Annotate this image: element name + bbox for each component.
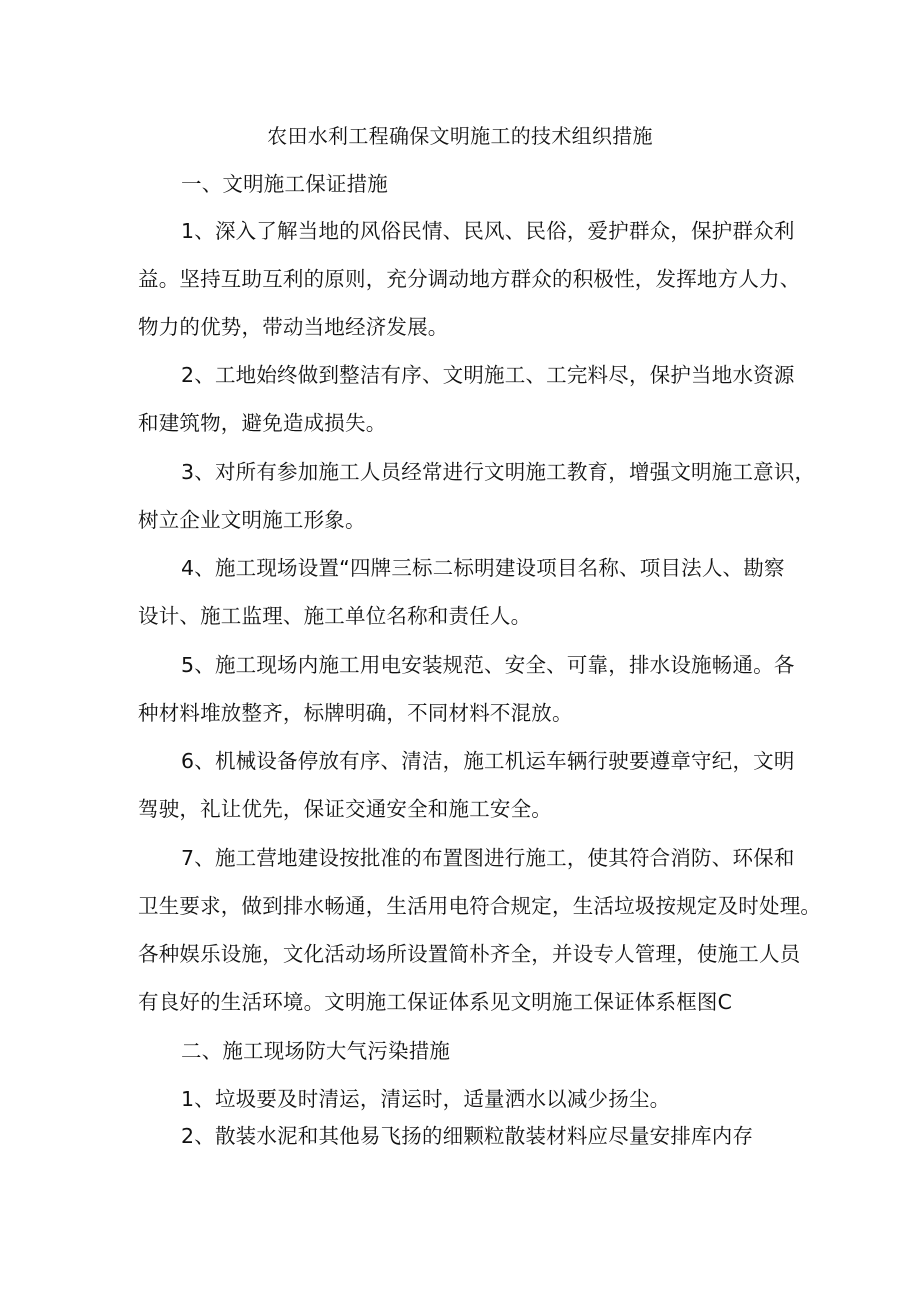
paragraph-line: 树立企业文明施工形象。: [138, 508, 366, 532]
paragraph-line: 设计、施工监理、施工单位名称和责任人。: [138, 604, 532, 628]
paragraph-line: 驾驶，礼让优先，保证交通安全和施工安全。: [138, 797, 552, 821]
paragraph-line: 益。坚持互助互利的原则，充分调动地方群众的积极性，发挥地方人力、: [138, 267, 801, 291]
paragraph-line: 2、工地始终做到整洁有序、文明施工、工完料尽，保护当地水资源: [181, 363, 795, 387]
document-title: 农田水利工程确保文明施工的技术组织措施: [267, 124, 653, 148]
section-heading-1: 一、文明施工保证措施: [181, 172, 388, 196]
paragraph-line: 各种娱乐设施，文化活动场所设置简朴齐全，并设专人管理，使施工人员: [138, 942, 801, 966]
paragraph-line: 3、对所有参加施工人员经常进行文明施工教育，增强文明施工意识，: [181, 460, 816, 484]
paragraph-line: 6、机械设备停放有序、清洁，施工机运车辆行驶要遵章守纪，文明: [181, 749, 795, 773]
paragraph-line: 物力的优势，带动当地经济发展。: [138, 315, 449, 339]
paragraph-line: 1、深入了解当地的风俗民情、民风、民俗，爱护群众，保护群众利: [181, 219, 795, 243]
paragraph-line: 种材料堆放整齐，标牌明确，不同材料不混放。: [138, 701, 573, 725]
paragraph-line: 7、施工营地建设按批准的布置图进行施工，使其符合消防、环保和: [181, 846, 795, 870]
paragraph-line: 1、垃圾要及时清运，清运时，适量洒水以减少扬尘。: [181, 1087, 671, 1111]
paragraph-line: 有良好的生活环境。文明施工保证体系见文明施工保证体系框图C: [138, 990, 733, 1014]
section-heading-2: 二、施工现场防大气污染措施: [181, 1039, 451, 1063]
paragraph-line: 4、施工现场设置“四牌三标二标明建设项目名称、项目法人、勘察: [181, 556, 785, 580]
paragraph-line: 5、施工现场内施工用电安装规范、安全、可靠，排水设施畅通。各: [181, 653, 795, 677]
paragraph-line: 2、散装水泥和其他易飞扬的细颗粒散装材料应尽量安排库内存: [181, 1124, 754, 1148]
paragraph-line: 和建筑物，避免造成损失。: [138, 411, 387, 435]
paragraph-line: 卫生要求，做到排水畅通，生活用电符合规定，生活垃圾按规定及时处理。: [138, 894, 822, 918]
